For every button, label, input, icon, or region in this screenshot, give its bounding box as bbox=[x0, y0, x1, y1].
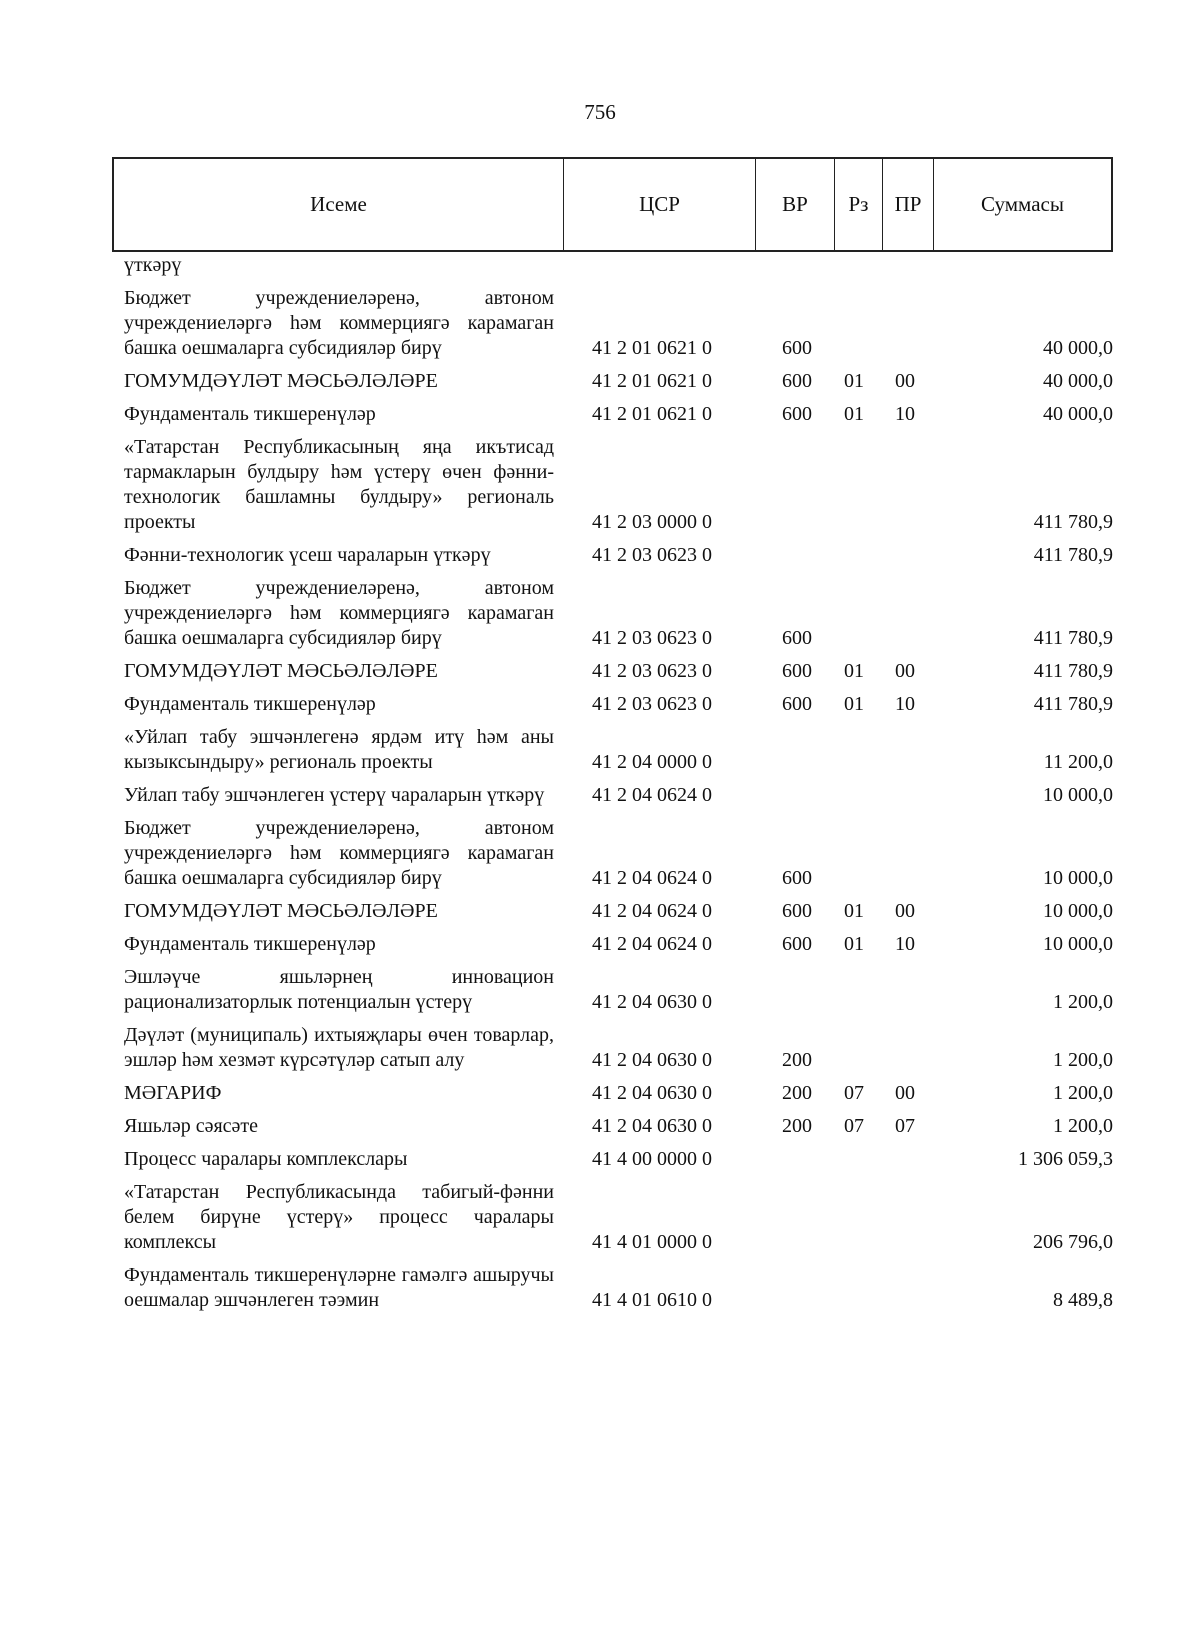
row-sum: 411 780,9 bbox=[1033, 660, 1113, 682]
row-sum: 411 780,9 bbox=[1033, 544, 1113, 566]
row-sum: 11 200,0 bbox=[1043, 751, 1113, 773]
row-gap bbox=[0, 568, 1200, 576]
row-gap bbox=[0, 427, 1200, 435]
header-rz: Рз bbox=[835, 159, 883, 250]
row-pr: 00 bbox=[895, 370, 915, 392]
row-name: Яшьләр сәясәте bbox=[124, 1115, 259, 1137]
row-csr: 41 2 04 0624 0 bbox=[592, 867, 712, 889]
table-row bbox=[0, 1147, 1200, 1172]
row-name: Фундаменталь тикшеренүләр bbox=[124, 403, 376, 425]
table-row bbox=[0, 369, 1200, 394]
row-rz: 07 bbox=[844, 1115, 864, 1137]
row-pr: 10 bbox=[895, 693, 915, 715]
row-gap bbox=[0, 808, 1200, 816]
table-row bbox=[0, 932, 1200, 957]
row-vr: 200 bbox=[782, 1082, 812, 1104]
row-name: ГОМУМДӘҮЛӘТ МӘСЬӘЛӘЛӘРЕ bbox=[124, 660, 438, 682]
row-csr: 41 2 03 0623 0 bbox=[592, 627, 712, 649]
row-vr: 600 bbox=[782, 337, 812, 359]
row-vr: 600 bbox=[782, 900, 812, 922]
row-vr: 600 bbox=[782, 693, 812, 715]
row-csr: 41 4 01 0610 0 bbox=[592, 1289, 712, 1311]
row-name: Дәүләт (муниципаль) ихтыяҗлары өчен товарлар, эшләр һәм хезмәт күрсәтүләр сатып алу bbox=[124, 1024, 554, 1071]
row-sum: 8 489,8 bbox=[1053, 1289, 1113, 1311]
table-row bbox=[0, 286, 1200, 361]
row-rz: 01 bbox=[844, 660, 864, 682]
table-row bbox=[0, 1081, 1200, 1106]
row-name: «Татарстан Республикасының яңа икътисад тармакларын булдыру һәм үстерү өчен фәнни-технологик башламны булдыру» региональ проекты bbox=[124, 436, 554, 533]
header-name: Исеме bbox=[114, 159, 564, 250]
table-row bbox=[0, 899, 1200, 924]
row-csr: 41 2 03 0623 0 bbox=[592, 693, 712, 715]
row-sum: 40 000,0 bbox=[1043, 337, 1113, 359]
row-sum: 10 000,0 bbox=[1043, 784, 1113, 806]
table-row bbox=[0, 402, 1200, 427]
row-gap bbox=[0, 957, 1200, 965]
row-sum: 10 000,0 bbox=[1043, 933, 1113, 955]
row-name: Эшләүче яшьләрнең инновацион рационализаторлык потенциалын үстерү bbox=[124, 966, 554, 1013]
header-csr: ЦСР bbox=[564, 159, 756, 250]
row-csr: 41 2 03 0000 0 bbox=[592, 511, 712, 533]
row-name: Процесс чаралары комплекслары bbox=[124, 1148, 408, 1170]
row-sum: 1 200,0 bbox=[1053, 991, 1113, 1013]
row-gap bbox=[0, 891, 1200, 899]
row-pr: 00 bbox=[895, 660, 915, 682]
row-gap bbox=[0, 1172, 1200, 1180]
table-header bbox=[112, 157, 1113, 252]
table-row bbox=[0, 725, 1200, 775]
row-name: Уйлап табу эшчәнлеген үстерү чараларын үткәрү bbox=[124, 784, 545, 806]
row-name: МӘГАРИФ bbox=[124, 1082, 222, 1104]
row-csr: 41 2 01 0621 0 bbox=[592, 337, 712, 359]
row-gap bbox=[0, 1015, 1200, 1023]
row-name: Фундаменталь тикшеренүләр bbox=[124, 693, 376, 715]
table-row bbox=[0, 783, 1200, 808]
table-row bbox=[0, 659, 1200, 684]
continuation-row bbox=[0, 253, 1200, 278]
row-pr: 07 bbox=[895, 1115, 915, 1137]
row-name: ГОМУМДӘҮЛӘТ МӘСЬӘЛӘЛӘРЕ bbox=[124, 900, 438, 922]
header-vr: ВР bbox=[756, 159, 835, 250]
row-sum: 10 000,0 bbox=[1043, 867, 1113, 889]
row-sum: 40 000,0 bbox=[1043, 370, 1113, 392]
row-rz: 07 bbox=[844, 1082, 864, 1104]
row-sum: 1 306 059,3 bbox=[1018, 1148, 1113, 1170]
table-row bbox=[0, 1114, 1200, 1139]
row-csr: 41 2 03 0623 0 bbox=[592, 544, 712, 566]
row-gap bbox=[0, 1139, 1200, 1147]
row-csr: 41 2 01 0621 0 bbox=[592, 370, 712, 392]
row-name: ГОМУМДӘҮЛӘТ МӘСЬӘЛӘЛӘРЕ bbox=[124, 370, 438, 392]
row-name: «Татарстан Республикасында табигый-фәнни белем бирүне үстерү» процесс чаралары комплексы bbox=[124, 1181, 554, 1253]
row-csr: 41 2 04 0630 0 bbox=[592, 1115, 712, 1137]
row-vr: 200 bbox=[782, 1115, 812, 1137]
row-name: Бюджет учреждениеләренә, автоном учреждениеләргә һәм коммерциягә карамаган башка оешмаларга субсидияләр бирү bbox=[124, 577, 554, 649]
table-row bbox=[0, 576, 1200, 651]
row-gap bbox=[0, 278, 1200, 286]
table-row bbox=[0, 1263, 1200, 1313]
row-name: Фәнни-технологик үсеш чараларын үткәрү bbox=[124, 544, 491, 566]
row-csr: 41 2 04 0630 0 bbox=[592, 991, 712, 1013]
row-gap bbox=[0, 775, 1200, 783]
table-row bbox=[0, 1023, 1200, 1073]
row-gap bbox=[0, 924, 1200, 932]
row-gap bbox=[0, 1106, 1200, 1114]
row-rz: 01 bbox=[844, 933, 864, 955]
table-row bbox=[0, 1180, 1200, 1255]
row-name: Фундаменталь тикшеренүләрне гамәлгә ашыручы оешмалар эшчәнлеген тәэмин bbox=[124, 1264, 554, 1311]
continuation-text: үткәрү bbox=[124, 254, 182, 276]
row-gap bbox=[0, 535, 1200, 543]
row-sum: 206 796,0 bbox=[1033, 1231, 1113, 1253]
row-csr: 41 4 00 0000 0 bbox=[592, 1148, 712, 1170]
table-row bbox=[0, 543, 1200, 568]
row-gap bbox=[0, 651, 1200, 659]
row-csr: 41 2 04 0624 0 bbox=[592, 933, 712, 955]
row-csr: 41 2 04 0630 0 bbox=[592, 1049, 712, 1071]
row-sum: 411 780,9 bbox=[1033, 511, 1113, 533]
row-csr: 41 2 04 0000 0 bbox=[592, 751, 712, 773]
row-csr: 41 2 03 0623 0 bbox=[592, 660, 712, 682]
row-gap bbox=[0, 684, 1200, 692]
row-vr: 600 bbox=[782, 660, 812, 682]
header-sum: Суммасы bbox=[981, 192, 1064, 216]
row-vr: 200 bbox=[782, 1049, 812, 1071]
row-gap bbox=[0, 1073, 1200, 1081]
row-gap bbox=[0, 1255, 1200, 1263]
table-body bbox=[0, 253, 1200, 1313]
row-vr: 600 bbox=[782, 403, 812, 425]
row-sum: 10 000,0 bbox=[1043, 900, 1113, 922]
row-sum: 411 780,9 bbox=[1033, 693, 1113, 715]
row-rz: 01 bbox=[844, 900, 864, 922]
row-sum: 411 780,9 bbox=[1033, 627, 1113, 649]
row-sum: 1 200,0 bbox=[1053, 1082, 1113, 1104]
row-rz: 01 bbox=[844, 403, 864, 425]
table-row bbox=[0, 816, 1200, 891]
row-name: Бюджет учреждениеләренә, автоном учреждениеләргә һәм коммерциягә карамаган башка оешмаларга субсидияләр бирү bbox=[124, 287, 554, 359]
row-sum: 1 200,0 bbox=[1053, 1049, 1113, 1071]
table-row bbox=[0, 435, 1200, 535]
row-gap bbox=[0, 394, 1200, 402]
row-sum: 1 200,0 bbox=[1053, 1115, 1113, 1137]
row-pr: 00 bbox=[895, 900, 915, 922]
table-row bbox=[0, 965, 1200, 1015]
row-pr: 00 bbox=[895, 1082, 915, 1104]
row-name: Фундаменталь тикшеренүләр bbox=[124, 933, 376, 955]
row-rz: 01 bbox=[844, 693, 864, 715]
row-name: «Уйлап табу эшчәнлегенә ярдәм итү һәм аны кызыксындыру» региональ проекты bbox=[124, 726, 554, 773]
row-name: Бюджет учреждениеләренә, автоном учреждениеләргә һәм коммерциягә карамаган башка оешмаларга субсидияләр бирү bbox=[124, 817, 554, 889]
row-vr: 600 bbox=[782, 933, 812, 955]
row-vr: 600 bbox=[782, 627, 812, 649]
row-csr: 41 2 04 0624 0 bbox=[592, 900, 712, 922]
row-rz: 01 bbox=[844, 370, 864, 392]
table-row bbox=[0, 692, 1200, 717]
row-csr: 41 4 01 0000 0 bbox=[592, 1231, 712, 1253]
header-pr: ПР bbox=[883, 159, 934, 250]
row-gap bbox=[0, 717, 1200, 725]
row-csr: 41 2 04 0630 0 bbox=[592, 1082, 712, 1104]
row-csr: 41 2 04 0624 0 bbox=[592, 784, 712, 806]
row-csr: 41 2 01 0621 0 bbox=[592, 403, 712, 425]
row-pr: 10 bbox=[895, 403, 915, 425]
row-gap bbox=[0, 361, 1200, 369]
row-vr: 600 bbox=[782, 867, 812, 889]
row-vr: 600 bbox=[782, 370, 812, 392]
row-sum: 40 000,0 bbox=[1043, 403, 1113, 425]
row-pr: 10 bbox=[895, 933, 915, 955]
page-number: 756 bbox=[584, 100, 616, 124]
